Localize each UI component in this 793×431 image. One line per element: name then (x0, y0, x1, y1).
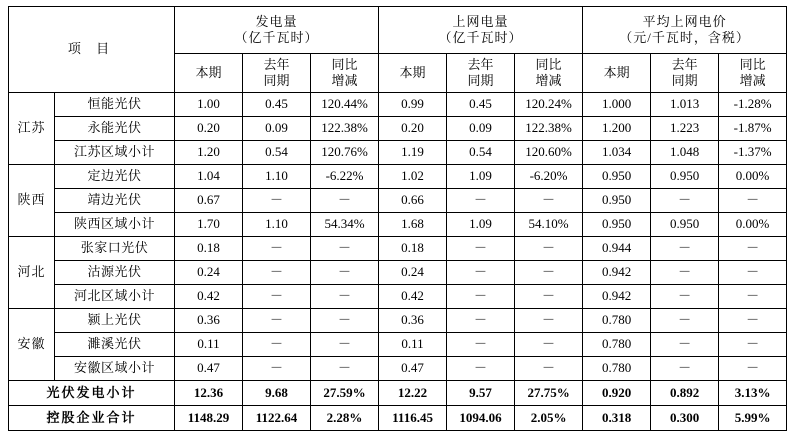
data-cell: － (447, 237, 515, 261)
data-cell: 0.47 (175, 357, 243, 381)
data-cell: － (243, 261, 311, 285)
data-cell: － (515, 189, 583, 213)
data-cell: － (515, 285, 583, 309)
table-row (9, 165, 787, 189)
header-sub-gen-lastyear-line2: 同期 (263, 73, 290, 88)
data-cell: 1.20 (175, 141, 243, 165)
data-cell: 0.36 (175, 309, 243, 333)
data-cell: － (447, 333, 515, 357)
total-cell: 9.68 (243, 381, 311, 406)
data-cell: -1.87% (719, 117, 787, 141)
header-sub-gen-change-line1: 同比 (331, 56, 358, 72)
header-sub-price-change-line2: 增减 (739, 73, 766, 88)
total-cell: 9.57 (447, 381, 515, 406)
data-cell: 1.223 (651, 117, 719, 141)
data-cell: － (719, 357, 787, 381)
data-cell: 0.20 (175, 117, 243, 141)
table-row (9, 357, 787, 381)
total-cell: 1094.06 (447, 406, 515, 431)
total-cell: 12.22 (379, 381, 447, 406)
data-cell: 1.04 (175, 165, 243, 189)
row-label: 靖边光伏 (55, 189, 175, 213)
data-cell: 0.67 (175, 189, 243, 213)
header-sub-ongrid-change (515, 54, 583, 93)
row-label: 河北区域小计 (55, 285, 175, 309)
data-cell: － (243, 237, 311, 261)
data-cell: 120.60% (515, 141, 583, 165)
total-cell: 1116.45 (379, 406, 447, 431)
data-cell: － (447, 357, 515, 381)
data-cell: － (311, 357, 379, 381)
data-cell: 1.02 (379, 165, 447, 189)
data-cell: 120.44% (311, 93, 379, 117)
header-group-ongrid-line1: 上网电量 (452, 13, 509, 29)
data-cell: 0.780 (583, 357, 651, 381)
data-cell: － (651, 261, 719, 285)
total-cell: 5.99% (719, 406, 787, 431)
data-cell: 122.38% (311, 117, 379, 141)
total-cell: 27.59% (311, 381, 379, 406)
data-cell: － (447, 309, 515, 333)
header-group-ongrid-line2: （亿千瓦时） (438, 30, 523, 45)
data-cell: － (243, 357, 311, 381)
data-cell: － (719, 261, 787, 285)
row-label: 恒能光伏 (55, 93, 175, 117)
data-cell: － (651, 237, 719, 261)
data-cell: － (719, 237, 787, 261)
data-cell: 0.942 (583, 285, 651, 309)
data-cell: 1.09 (447, 213, 515, 237)
data-cell: － (311, 285, 379, 309)
data-cell: 0.09 (447, 117, 515, 141)
data-cell: － (447, 285, 515, 309)
data-cell: 0.18 (379, 237, 447, 261)
header-group-price-line2: （元/千瓦时，含税） (619, 30, 750, 45)
data-cell: － (311, 261, 379, 285)
data-cell: 0.24 (175, 261, 243, 285)
data-cell: -1.28% (719, 93, 787, 117)
table-row (9, 237, 787, 261)
table-row (9, 189, 787, 213)
data-cell: － (651, 333, 719, 357)
data-cell: － (515, 309, 583, 333)
data-cell: 0.54 (447, 141, 515, 165)
data-cell: － (719, 189, 787, 213)
data-cell: 120.76% (311, 141, 379, 165)
data-cell: 0.99 (379, 93, 447, 117)
header-group-generation-line2: （亿千瓦时） (234, 30, 319, 45)
data-cell: 1.013 (651, 93, 719, 117)
data-cell: 0.780 (583, 309, 651, 333)
header-sub-gen-current (175, 54, 243, 93)
data-cell: 0.11 (379, 333, 447, 357)
data-cell: 0.11 (175, 333, 243, 357)
row-label: 江苏区域小计 (55, 141, 175, 165)
data-cell: 122.38% (515, 117, 583, 141)
header-corner-label: 项 目 (9, 7, 175, 93)
data-cell: － (447, 261, 515, 285)
total-cell: 0.892 (651, 381, 719, 406)
data-cell: 1.034 (583, 141, 651, 165)
data-cell: － (311, 309, 379, 333)
total-cell: 2.05% (515, 406, 583, 431)
data-cell: 0.45 (447, 93, 515, 117)
data-cell: － (515, 333, 583, 357)
total-cell: 12.36 (175, 381, 243, 406)
subtotal-row (9, 381, 787, 406)
total-cell: 2.28% (311, 406, 379, 431)
header-group-generation-line1: 发电量 (255, 13, 298, 29)
total-cell: 0.300 (651, 406, 719, 431)
row-label: 张家口光伏 (55, 237, 175, 261)
total-cell: 27.75% (515, 381, 583, 406)
data-cell: － (311, 237, 379, 261)
data-cell: 1.00 (175, 93, 243, 117)
data-cell: － (651, 189, 719, 213)
table-row (9, 285, 787, 309)
data-cell: － (651, 357, 719, 381)
data-cell: -1.37% (719, 141, 787, 165)
data-cell: － (243, 285, 311, 309)
data-cell: 0.20 (379, 117, 447, 141)
region-cell: 陕西 (9, 165, 55, 237)
data-cell: 1.048 (651, 141, 719, 165)
header-sub-gen-lastyear (243, 54, 311, 93)
data-cell: 0.09 (243, 117, 311, 141)
table-row (9, 141, 787, 165)
row-label: 安徽区域小计 (55, 357, 175, 381)
data-cell: 0.950 (583, 165, 651, 189)
data-cell: － (515, 237, 583, 261)
header-group-generation (175, 7, 379, 54)
header-sub-price-change-line1: 同比 (739, 56, 766, 72)
header-sub-ongrid-current-line1: 本期 (399, 64, 426, 80)
header-group-row (9, 7, 787, 54)
region-cell: 河北 (9, 237, 55, 309)
data-cell: 54.34% (311, 213, 379, 237)
power-generation-table (8, 6, 787, 431)
data-cell: 1.10 (243, 165, 311, 189)
header-sub-gen-current-line1: 本期 (195, 64, 222, 80)
data-cell: 1.19 (379, 141, 447, 165)
header-sub-ongrid-change-line1: 同比 (535, 56, 562, 72)
header-sub-price-current-line1: 本期 (603, 64, 630, 80)
data-cell: － (243, 333, 311, 357)
data-cell: -6.20% (515, 165, 583, 189)
total-label: 光伏发电小计 (9, 381, 175, 406)
data-cell: － (651, 285, 719, 309)
row-label: 濉溪光伏 (55, 333, 175, 357)
header-sub-ongrid-lastyear-line1: 去年 (467, 56, 494, 72)
total-cell: 3.13% (719, 381, 787, 406)
data-cell: 0.45 (243, 93, 311, 117)
data-cell: 0.950 (583, 189, 651, 213)
data-cell: 1.70 (175, 213, 243, 237)
row-label: 陕西区域小计 (55, 213, 175, 237)
data-cell: 0.18 (175, 237, 243, 261)
region-cell: 安徽 (9, 309, 55, 381)
header-sub-ongrid-lastyear-line2: 同期 (467, 73, 494, 88)
header-sub-price-lastyear (651, 54, 719, 93)
table-row (9, 309, 787, 333)
row-label: 永能光伏 (55, 117, 175, 141)
table-row (9, 93, 787, 117)
data-cell: － (719, 309, 787, 333)
header-sub-ongrid-lastyear (447, 54, 515, 93)
table-row (9, 117, 787, 141)
data-cell: -6.22% (311, 165, 379, 189)
region-cell: 江苏 (9, 93, 55, 165)
data-cell: － (243, 189, 311, 213)
table-row (9, 333, 787, 357)
total-cell: 1148.29 (175, 406, 243, 431)
data-cell: － (243, 309, 311, 333)
data-cell: － (447, 189, 515, 213)
header-sub-price-lastyear-line1: 去年 (671, 56, 698, 72)
data-cell: 0.66 (379, 189, 447, 213)
row-label: 沽源光伏 (55, 261, 175, 285)
data-cell: 1.200 (583, 117, 651, 141)
header-sub-gen-change (311, 54, 379, 93)
table-body (9, 93, 787, 431)
header-sub-gen-change-line2: 增减 (331, 73, 358, 88)
data-cell: － (515, 261, 583, 285)
grand-total-row (9, 406, 787, 431)
data-cell: 0.47 (379, 357, 447, 381)
header-sub-price-current (583, 54, 651, 93)
total-cell: 0.318 (583, 406, 651, 431)
header-group-ongrid (379, 7, 583, 54)
data-cell: 0.950 (583, 213, 651, 237)
data-cell: 0.42 (379, 285, 447, 309)
data-cell: 1.000 (583, 93, 651, 117)
data-cell: 0.00% (719, 213, 787, 237)
total-cell: 1122.64 (243, 406, 311, 431)
table-header (9, 7, 787, 93)
data-cell: 54.10% (515, 213, 583, 237)
data-cell: 0.36 (379, 309, 447, 333)
data-cell: 1.09 (447, 165, 515, 189)
data-cell: 1.10 (243, 213, 311, 237)
data-cell: － (311, 189, 379, 213)
table-row (9, 261, 787, 285)
data-cell: 0.942 (583, 261, 651, 285)
data-cell: － (515, 357, 583, 381)
data-cell: 0.42 (175, 285, 243, 309)
row-label: 定边光伏 (55, 165, 175, 189)
data-cell: 0.950 (651, 213, 719, 237)
header-sub-price-change (719, 54, 787, 93)
table-row (9, 213, 787, 237)
header-group-price-line1: 平均上网电价 (642, 13, 727, 29)
data-cell: － (719, 285, 787, 309)
header-sub-gen-lastyear-line1: 去年 (263, 56, 290, 72)
header-group-price (583, 7, 787, 54)
data-cell: 0.780 (583, 333, 651, 357)
header-sub-ongrid-current (379, 54, 447, 93)
data-cell: － (719, 333, 787, 357)
data-cell: 120.24% (515, 93, 583, 117)
data-cell: 0.00% (719, 165, 787, 189)
header-sub-price-lastyear-line2: 同期 (671, 73, 698, 88)
total-label: 控股企业合计 (9, 406, 175, 431)
total-cell: 0.920 (583, 381, 651, 406)
data-cell: 0.54 (243, 141, 311, 165)
data-cell: 1.68 (379, 213, 447, 237)
header-sub-ongrid-change-line2: 增减 (535, 73, 562, 88)
row-label: 颍上光伏 (55, 309, 175, 333)
data-cell: － (311, 333, 379, 357)
data-cell: － (651, 309, 719, 333)
data-cell: 0.24 (379, 261, 447, 285)
data-cell: 0.944 (583, 237, 651, 261)
data-cell: 0.950 (651, 165, 719, 189)
